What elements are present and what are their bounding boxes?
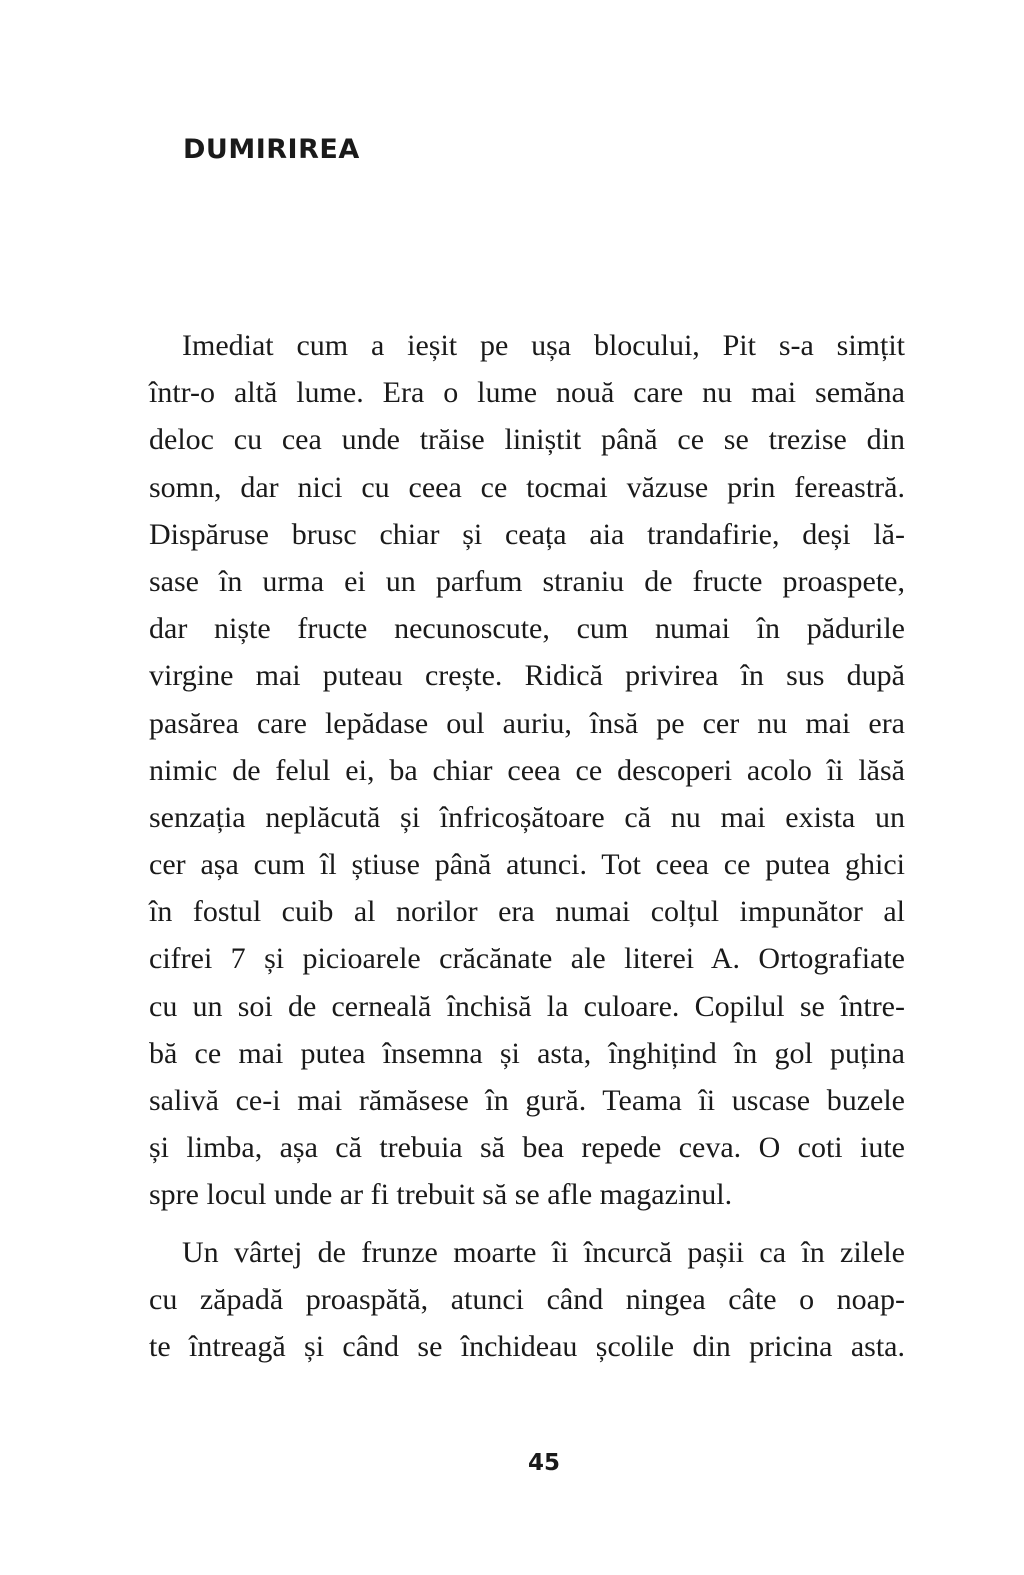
text-line: bă ce mai putea însemna și asta, înghițind în gol puțina <box>149 1036 905 1070</box>
paragraph-1 <box>149 322 905 1219</box>
body-text <box>149 322 905 1380</box>
text-line: sase în urma ei un parfum straniu de fructe proaspete, <box>149 564 905 598</box>
text-line: cu zăpadă proaspătă, atunci când ningea câte o noap- <box>149 1282 905 1316</box>
text-line: Un vârtej de frunze moarte îi încurcă pașii ca în zilele <box>182 1235 905 1269</box>
text-line: senzația neplăcută și înfricoșătoare că nu mai exista un <box>149 800 905 834</box>
text-line: nimic de felul ei, ba chiar ceea ce descoperi acolo îi lăsă <box>149 753 905 787</box>
text-line: pasărea care lepădase oul auriu, însă pe cer nu mai era <box>149 706 905 740</box>
text-line: într-o altă lume. Era o lume nouă care nu mai semăna <box>149 376 905 410</box>
page-number: 45 <box>527 1450 560 1476</box>
text-line: salivă ce-i mai rămăsese în gură. Teama îi uscase buzele <box>149 1084 905 1117</box>
text-line: Imediat cum a ieșit pe ușa blocului, Pit s-a simțit <box>182 329 905 362</box>
text-line: dar niște fructe necunoscute, cum numai în pădurile <box>149 612 905 646</box>
text-line: te întreagă și când se închideau școlile din pricina asta. <box>149 1329 905 1363</box>
text-line: Dispăruse brusc chiar și ceața aia trandafirie, deși lă- <box>149 517 905 551</box>
paragraph-2 <box>149 1229 905 1371</box>
text-line: cifrei 7 și picioarele crăcănate ale literei A. Ortografiate <box>149 942 905 976</box>
text-line: și limba, așa că trebuia să bea repede ceva. O coti iute <box>149 1131 905 1165</box>
text-line: deloc cu cea unde trăise liniștit până ce se trezise din <box>149 423 905 457</box>
text-line: cer așa cum îl știuse până atunci. Tot ceea ce putea ghici <box>149 848 905 882</box>
text-line: spre locul unde ar fi trebuit să se afle magazinul. <box>149 1178 733 1212</box>
text-line: virgine mai puteau crește. Ridică privirea în sus după <box>149 659 905 693</box>
text-line: cu un soi de cerneală închisă la culoare. Copilul se între- <box>149 989 905 1023</box>
text-line: somn, dar nici cu ceea ce tocmai văzuse prin fereastră. <box>149 470 905 504</box>
chapter-title: DUMIRIREA <box>183 134 360 165</box>
text-line: în fostul cuib al norilor era numai colțul impunător al <box>149 895 905 929</box>
